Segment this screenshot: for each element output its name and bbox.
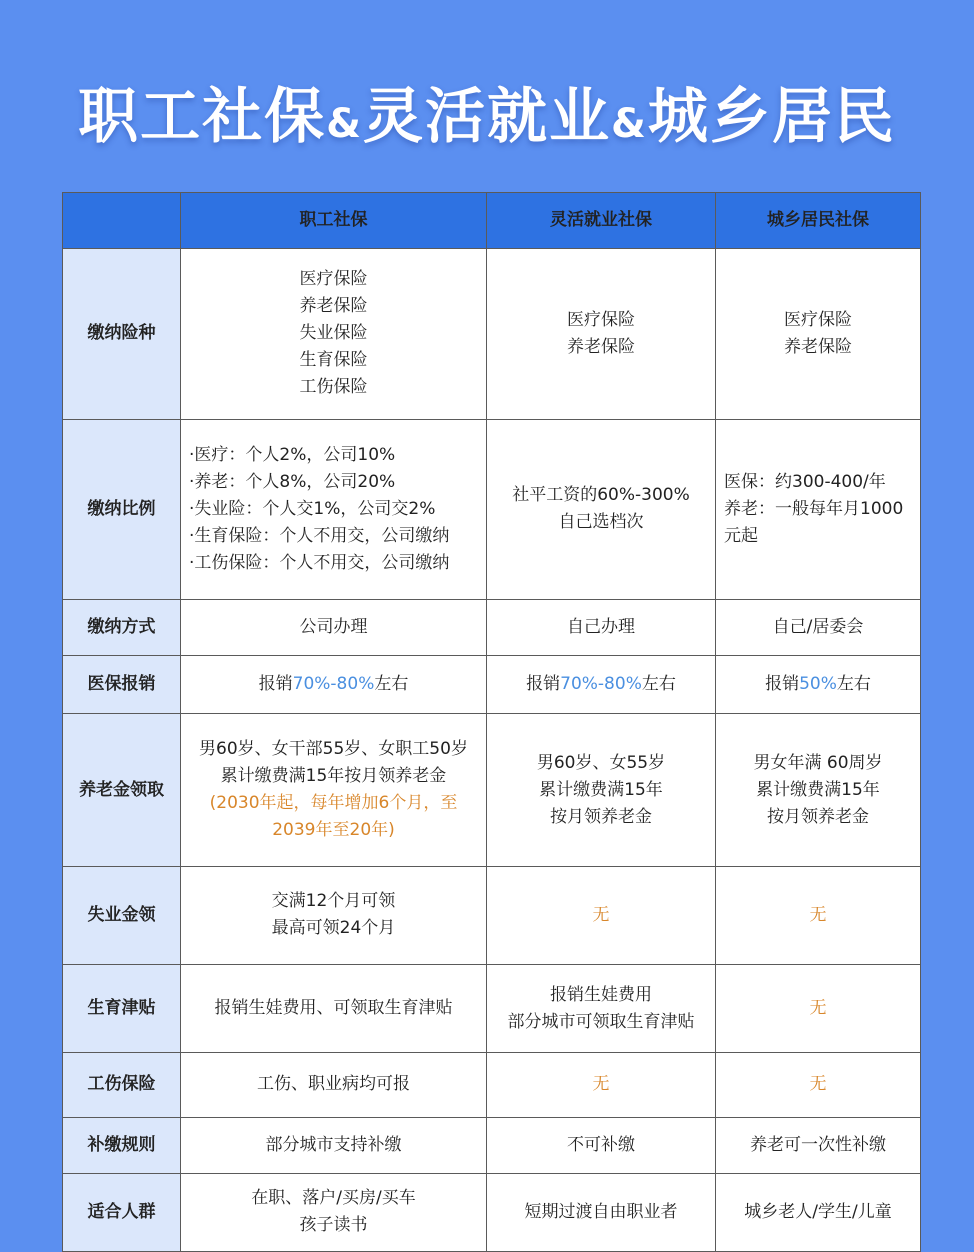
note-line: 2039年至20年): [272, 820, 395, 841]
cell-flexible: [487, 965, 716, 1053]
cell-line: 医保：约300-400/年: [724, 471, 886, 492]
row-pension-claim: [63, 714, 921, 866]
cell-line: 自己/居委会: [772, 617, 864, 638]
row-suitable-groups: [63, 1173, 921, 1251]
cell-resident: [716, 249, 921, 419]
comparison-table: [62, 192, 921, 1252]
header-resident-insurance: 城乡居民社保: [716, 193, 921, 249]
cell-employee: [181, 1117, 487, 1173]
cell-resident: [716, 419, 921, 600]
cell-line: 按月领养老金: [767, 806, 869, 827]
reimburse-rate: 70%-80%: [560, 674, 642, 695]
title-part-2: 灵活就业: [363, 82, 611, 152]
row-label: 补缴规则: [63, 1117, 181, 1173]
cell-line: 医疗保险: [567, 309, 635, 330]
cell-resident: [716, 965, 921, 1053]
cell-employee: [181, 249, 487, 419]
cell-line: 累计缴费满15年按月领养老金: [220, 766, 447, 787]
row-work-injury: [63, 1053, 921, 1117]
cell-employee: [181, 866, 487, 964]
row-label: 生育津贴: [63, 965, 181, 1053]
cell-resident: [716, 1173, 921, 1251]
cell-employee: [181, 1173, 487, 1251]
not-available-text: 无: [809, 1074, 827, 1095]
cell-line: 孩子读书: [299, 1215, 368, 1236]
cell-flexible: [487, 1173, 716, 1251]
row-insurance-types: [63, 249, 921, 419]
table-header-row: [63, 193, 921, 249]
cell-line: ·生育保险：个人不用交，公司缴纳: [189, 525, 450, 546]
cell-line: 养老保险: [567, 336, 635, 357]
cell-flexible: [487, 1053, 716, 1117]
cell-resident: [716, 656, 921, 714]
cell-line: 城乡老人/学生/儿童: [744, 1201, 892, 1222]
reimburse-suffix: 左右: [374, 674, 409, 695]
cell-line: 男60岁、女55岁: [536, 752, 666, 773]
cell-line: ·失业险：个人交1%，公司交2%: [189, 498, 436, 519]
cell-line: 失业保险: [299, 323, 368, 344]
row-label: 养老金领取: [63, 714, 181, 866]
cell-line: 生育保险: [299, 350, 368, 371]
cell-line: 不可补缴: [567, 1134, 635, 1155]
table-body: [63, 249, 921, 1252]
header-corner-cell: [63, 193, 181, 249]
cell-resident: [716, 1053, 921, 1117]
cell-flexible: [487, 249, 716, 419]
cell-line: 累计缴费满15年: [756, 779, 880, 800]
note-line: (2030年起，每年增加6个月，至: [209, 793, 458, 814]
cell-line: 累计缴费满15年: [539, 779, 663, 800]
cell-employee: [181, 600, 487, 656]
not-available-text: 无: [809, 904, 827, 925]
cell-line: 男女年满 60周岁: [753, 752, 883, 773]
title-part-3: 城乡居民: [647, 82, 896, 152]
row-label: 缴纳方式: [63, 600, 181, 656]
cell-employee: [181, 714, 487, 866]
cell-line: ·养老：个人8%，公司20%: [189, 471, 396, 492]
cell-line: 工伤、职业病均可报: [257, 1074, 410, 1095]
cell-line: 按月领养老金: [550, 806, 652, 827]
cell-flexible: [487, 1117, 716, 1173]
title-ampersand-1: &: [326, 101, 363, 147]
cell-resident: [716, 600, 921, 656]
cell-employee: [181, 656, 487, 714]
cell-line: 自己办理: [567, 617, 635, 638]
reimburse-rate: 70%-80%: [292, 674, 375, 695]
not-available-text: 无: [592, 1074, 610, 1095]
row-unemployment-benefit: [63, 866, 921, 964]
cell-flexible: [487, 600, 716, 656]
title-ampersand-2: &: [611, 101, 648, 147]
reimburse-suffix: 左右: [836, 674, 871, 695]
cell-line: 养老保险: [784, 336, 852, 357]
cell-line: 工伤保险: [299, 377, 368, 398]
row-label: 医保报销: [63, 656, 181, 714]
title-part-1: 职工社保: [78, 82, 327, 152]
row-label: 缴纳比例: [63, 419, 181, 600]
not-available-text: 无: [809, 998, 827, 1019]
cell-line: 医疗保险: [784, 309, 852, 330]
cell-resident: [716, 714, 921, 866]
cell-flexible: [487, 714, 716, 866]
header-flexible-insurance: 灵活就业社保: [487, 193, 716, 249]
row-label: 适合人群: [63, 1173, 181, 1251]
cell-line: 社平工资的60%-300%: [512, 485, 690, 506]
cell-line: 部分城市可领取生育津贴: [507, 1011, 695, 1032]
cell-line: 在职、落户/买房/买车: [251, 1188, 416, 1209]
cell-line: 养老可一次性补缴: [750, 1134, 886, 1155]
cell-line: 短期过渡自由职业者: [524, 1201, 678, 1222]
row-back-payment-rules: [63, 1117, 921, 1173]
cell-line: 养老：一般每年月1000: [724, 498, 904, 519]
header-employee-insurance: 职工社保: [181, 193, 487, 249]
cell-flexible: [487, 656, 716, 714]
cell-employee: [181, 1053, 487, 1117]
row-maternity-allowance: [63, 965, 921, 1053]
row-payment-method: [63, 600, 921, 656]
cell-line: ·医疗：个人2%，公司10%: [189, 444, 396, 465]
cell-line: 报销生娃费用、可领取生育津贴: [214, 998, 453, 1019]
row-label: 工伤保险: [63, 1053, 181, 1117]
cell-line: ·工伤保险：个人不用交，公司缴纳: [189, 552, 450, 573]
cell-employee: [181, 965, 487, 1053]
cell-line: 最高可领24个月: [271, 918, 396, 939]
reimburse-prefix: 报销: [765, 674, 800, 695]
reimburse-prefix: 报销: [526, 674, 561, 695]
cell-resident: [716, 1117, 921, 1173]
cell-line: 男60岁、女干部55岁、女职工50岁: [199, 739, 468, 760]
row-label: 失业金领: [63, 866, 181, 964]
not-available-text: 无: [592, 904, 610, 925]
cell-line: 元起: [724, 525, 758, 546]
reimburse-rate: 50%: [799, 674, 837, 695]
cell-line: 医疗保险: [299, 269, 368, 290]
row-contribution-ratio: [63, 419, 921, 600]
cell-employee: [181, 419, 487, 600]
cell-line: 自己选档次: [558, 512, 644, 533]
cell-line: 报销生娃费用: [550, 984, 652, 1005]
row-medical-reimbursement: [63, 656, 921, 714]
cell-line: 部分城市支持补缴: [265, 1134, 402, 1155]
row-label: 缴纳险种: [63, 249, 181, 419]
cell-line: 公司办理: [299, 617, 368, 638]
cell-resident: [716, 866, 921, 964]
reimburse-suffix: 左右: [641, 674, 676, 695]
page-title: [0, 72, 974, 169]
cell-line: 养老保险: [299, 296, 368, 317]
cell-flexible: [487, 419, 716, 600]
reimburse-prefix: 报销: [258, 674, 293, 695]
cell-flexible: [487, 866, 716, 964]
cell-line: 交满12个月可领: [271, 891, 396, 912]
